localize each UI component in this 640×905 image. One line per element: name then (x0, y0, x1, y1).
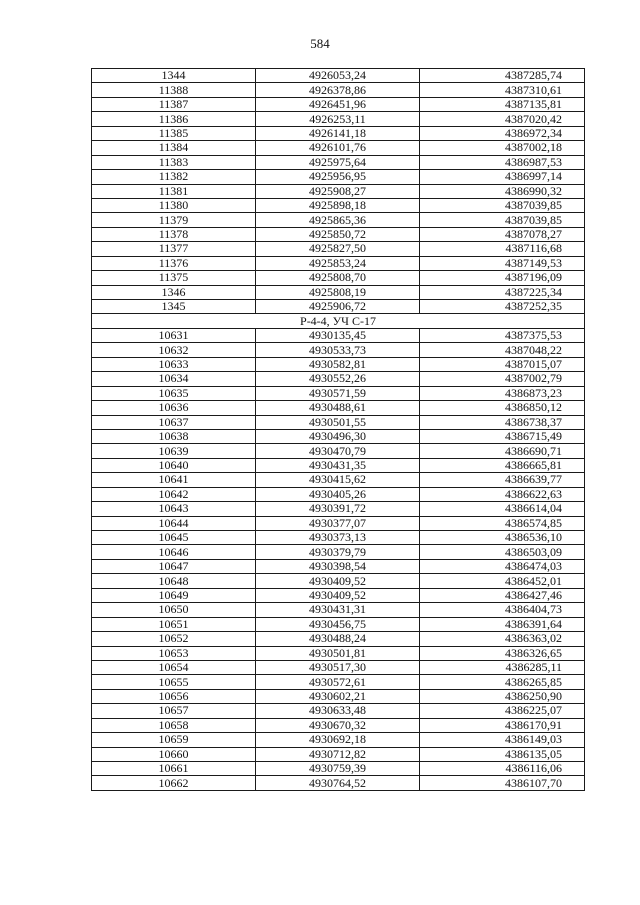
x-coordinate-cell: 4930501,55 (256, 415, 420, 429)
x-coordinate-cell: 4925908,27 (256, 184, 420, 198)
x-coordinate-cell: 4926451,96 (256, 97, 420, 111)
x-coordinate-cell: 4926053,24 (256, 69, 420, 83)
table-row (92, 198, 585, 212)
x-coordinate-cell: 4930373,13 (256, 531, 420, 545)
point-number-cell: 10661 (92, 762, 256, 776)
x-coordinate-cell: 4930135,45 (256, 328, 420, 342)
point-number-cell: 11383 (92, 155, 256, 169)
table-row (92, 574, 585, 588)
x-coordinate-cell: 4925956,95 (256, 170, 420, 184)
section-title: Р-4-4, УЧ С-17 (92, 314, 585, 328)
x-coordinate-cell: 4930398,54 (256, 559, 420, 573)
x-coordinate-cell: 4925865,36 (256, 213, 420, 227)
table-row (92, 733, 585, 747)
point-number-cell: 11388 (92, 83, 256, 97)
y-coordinate-cell: 4386107,70 (420, 776, 585, 790)
x-coordinate-cell: 4930409,52 (256, 588, 420, 602)
point-number-cell: 10660 (92, 747, 256, 761)
point-number-cell: 11386 (92, 112, 256, 126)
point-number-cell: 10635 (92, 386, 256, 400)
x-coordinate-cell: 4926101,76 (256, 141, 420, 155)
table-row (92, 343, 585, 357)
point-number-cell: 11380 (92, 198, 256, 212)
point-number-cell: 11382 (92, 170, 256, 184)
x-coordinate-cell: 4930377,07 (256, 516, 420, 530)
point-number-cell: 10644 (92, 516, 256, 530)
point-number-cell: 10636 (92, 401, 256, 415)
table-row (92, 545, 585, 559)
y-coordinate-cell: 4386574,85 (420, 516, 585, 530)
y-coordinate-cell: 4387039,85 (420, 213, 585, 227)
point-number-cell: 1345 (92, 300, 256, 314)
table-row (92, 415, 585, 429)
table-row (92, 603, 585, 617)
y-coordinate-cell: 4386614,04 (420, 502, 585, 516)
table-row (92, 83, 585, 97)
x-coordinate-cell: 4925906,72 (256, 300, 420, 314)
y-coordinate-cell: 4386873,23 (420, 386, 585, 400)
point-number-cell: 1346 (92, 285, 256, 299)
point-number-cell: 11376 (92, 256, 256, 270)
point-number-cell: 10655 (92, 675, 256, 689)
point-number-cell: 10657 (92, 704, 256, 718)
coordinates-group-bottom (92, 328, 585, 790)
x-coordinate-cell: 4925827,50 (256, 242, 420, 256)
x-coordinate-cell: 4930670,32 (256, 718, 420, 732)
point-number-cell: 10658 (92, 718, 256, 732)
x-coordinate-cell: 4930379,79 (256, 545, 420, 559)
y-coordinate-cell: 4386250,90 (420, 689, 585, 703)
y-coordinate-cell: 4386990,32 (420, 184, 585, 198)
y-coordinate-cell: 4387375,53 (420, 328, 585, 342)
y-coordinate-cell: 4386452,01 (420, 574, 585, 588)
y-coordinate-cell: 4387078,27 (420, 227, 585, 241)
y-coordinate-cell: 4386738,37 (420, 415, 585, 429)
x-coordinate-cell: 4930633,48 (256, 704, 420, 718)
point-number-cell: 10642 (92, 487, 256, 501)
point-number-cell: 10659 (92, 733, 256, 747)
table-row (92, 473, 585, 487)
x-coordinate-cell: 4930712,82 (256, 747, 420, 761)
y-coordinate-cell: 4386987,53 (420, 155, 585, 169)
table-row (92, 357, 585, 371)
point-number-cell: 10654 (92, 660, 256, 674)
y-coordinate-cell: 4386622,63 (420, 487, 585, 501)
y-coordinate-cell: 4387196,09 (420, 271, 585, 285)
point-number-cell: 10651 (92, 617, 256, 631)
y-coordinate-cell: 4387116,68 (420, 242, 585, 256)
y-coordinate-cell: 4386665,81 (420, 458, 585, 472)
x-coordinate-cell: 4930470,79 (256, 444, 420, 458)
x-coordinate-cell: 4930764,52 (256, 776, 420, 790)
y-coordinate-cell: 4386225,07 (420, 704, 585, 718)
x-coordinate-cell: 4930405,26 (256, 487, 420, 501)
point-number-cell: 10647 (92, 559, 256, 573)
y-coordinate-cell: 4386850,12 (420, 401, 585, 415)
point-number-cell: 10652 (92, 632, 256, 646)
point-number-cell: 10656 (92, 689, 256, 703)
x-coordinate-cell: 4930552,26 (256, 372, 420, 386)
coordinates-table (91, 68, 585, 791)
y-coordinate-cell: 4386503,09 (420, 545, 585, 559)
table-row (92, 617, 585, 631)
x-coordinate-cell: 4930415,62 (256, 473, 420, 487)
y-coordinate-cell: 4387002,79 (420, 372, 585, 386)
y-coordinate-cell: 4386690,71 (420, 444, 585, 458)
point-number-cell: 1344 (92, 69, 256, 83)
table-row (92, 271, 585, 285)
table-row (92, 401, 585, 415)
x-coordinate-cell: 4930571,59 (256, 386, 420, 400)
point-number-cell: 10640 (92, 458, 256, 472)
x-coordinate-cell: 4925850,72 (256, 227, 420, 241)
y-coordinate-cell: 4386265,85 (420, 675, 585, 689)
point-number-cell: 10662 (92, 776, 256, 790)
point-number-cell: 11379 (92, 213, 256, 227)
point-number-cell: 11385 (92, 126, 256, 140)
point-number-cell: 10646 (92, 545, 256, 559)
x-coordinate-cell: 4930391,72 (256, 502, 420, 516)
point-number-cell: 11378 (92, 227, 256, 241)
y-coordinate-cell: 4386363,02 (420, 632, 585, 646)
point-number-cell: 10649 (92, 588, 256, 602)
point-number-cell: 11381 (92, 184, 256, 198)
page-number: 584 (310, 36, 330, 51)
y-coordinate-cell: 4386391,64 (420, 617, 585, 631)
point-number-cell: 10632 (92, 343, 256, 357)
table-row (92, 97, 585, 111)
table-row (92, 69, 585, 83)
table-row (92, 718, 585, 732)
table-row (92, 646, 585, 660)
table-row (92, 242, 585, 256)
y-coordinate-cell: 4386536,10 (420, 531, 585, 545)
y-coordinate-cell: 4387002,18 (420, 141, 585, 155)
x-coordinate-cell: 4930533,73 (256, 343, 420, 357)
point-number-cell: 10631 (92, 328, 256, 342)
x-coordinate-cell: 4925898,18 (256, 198, 420, 212)
y-coordinate-cell: 4386715,49 (420, 429, 585, 443)
table-row (92, 112, 585, 126)
x-coordinate-cell: 4926141,18 (256, 126, 420, 140)
y-coordinate-cell: 4386116,06 (420, 762, 585, 776)
y-coordinate-cell: 4386997,14 (420, 170, 585, 184)
point-number-cell: 10645 (92, 531, 256, 545)
x-coordinate-cell: 4930517,30 (256, 660, 420, 674)
coordinates-group-top (92, 69, 585, 314)
point-number-cell: 10637 (92, 415, 256, 429)
table-row (92, 141, 585, 155)
table-row (92, 170, 585, 184)
y-coordinate-cell: 4387252,35 (420, 300, 585, 314)
table-row (92, 776, 585, 790)
table-row (92, 126, 585, 140)
table-row (92, 300, 585, 314)
x-coordinate-cell: 4930582,81 (256, 357, 420, 371)
point-number-cell: 10648 (92, 574, 256, 588)
y-coordinate-cell: 4387039,85 (420, 198, 585, 212)
table-row (92, 227, 585, 241)
table-row (92, 689, 585, 703)
point-number-cell: 11387 (92, 97, 256, 111)
table-row (92, 675, 585, 689)
y-coordinate-cell: 4387020,42 (420, 112, 585, 126)
table-row (92, 516, 585, 530)
y-coordinate-cell: 4387135,81 (420, 97, 585, 111)
y-coordinate-cell: 4386326,65 (420, 646, 585, 660)
x-coordinate-cell: 4930759,39 (256, 762, 420, 776)
table-row (92, 386, 585, 400)
x-coordinate-cell: 4930496,30 (256, 429, 420, 443)
table-row (92, 531, 585, 545)
point-number-cell: 11375 (92, 271, 256, 285)
point-number-cell: 11377 (92, 242, 256, 256)
x-coordinate-cell: 4930501,81 (256, 646, 420, 660)
x-coordinate-cell: 4930431,31 (256, 603, 420, 617)
y-coordinate-cell: 4386427,46 (420, 588, 585, 602)
y-coordinate-cell: 4386149,03 (420, 733, 585, 747)
section-header-group (92, 314, 585, 328)
table-row (92, 704, 585, 718)
y-coordinate-cell: 4386972,34 (420, 126, 585, 140)
point-number-cell: 10653 (92, 646, 256, 660)
table-row (92, 559, 585, 573)
table-row (92, 372, 585, 386)
y-coordinate-cell: 4386285,11 (420, 660, 585, 674)
table-row (92, 747, 585, 761)
table-row (92, 184, 585, 198)
x-coordinate-cell: 4926378,86 (256, 83, 420, 97)
y-coordinate-cell: 4386474,03 (420, 559, 585, 573)
x-coordinate-cell: 4925808,19 (256, 285, 420, 299)
y-coordinate-cell: 4387149,53 (420, 256, 585, 270)
y-coordinate-cell: 4387225,34 (420, 285, 585, 299)
x-coordinate-cell: 4930692,18 (256, 733, 420, 747)
y-coordinate-cell: 4387285,74 (420, 69, 585, 83)
point-number-cell: 11384 (92, 141, 256, 155)
x-coordinate-cell: 4930488,24 (256, 632, 420, 646)
x-coordinate-cell: 4930409,52 (256, 574, 420, 588)
x-coordinate-cell: 4930431,35 (256, 458, 420, 472)
point-number-cell: 10641 (92, 473, 256, 487)
table-row (92, 155, 585, 169)
y-coordinate-cell: 4386404,73 (420, 603, 585, 617)
y-coordinate-cell: 4387310,61 (420, 83, 585, 97)
table-row (92, 458, 585, 472)
section-header-row (92, 314, 585, 328)
y-coordinate-cell: 4386639,77 (420, 473, 585, 487)
x-coordinate-cell: 4930488,61 (256, 401, 420, 415)
table-row (92, 328, 585, 342)
point-number-cell: 10650 (92, 603, 256, 617)
table-row (92, 660, 585, 674)
x-coordinate-cell: 4926253,11 (256, 112, 420, 126)
x-coordinate-cell: 4930572,61 (256, 675, 420, 689)
table-row (92, 588, 585, 602)
y-coordinate-cell: 4387048,22 (420, 343, 585, 357)
point-number-cell: 10638 (92, 429, 256, 443)
table-row (92, 632, 585, 646)
table-row (92, 256, 585, 270)
point-number-cell: 10639 (92, 444, 256, 458)
x-coordinate-cell: 4925975,64 (256, 155, 420, 169)
table-row (92, 502, 585, 516)
x-coordinate-cell: 4930602,21 (256, 689, 420, 703)
table-row (92, 213, 585, 227)
x-coordinate-cell: 4930456,75 (256, 617, 420, 631)
table-row (92, 285, 585, 299)
table-row (92, 762, 585, 776)
y-coordinate-cell: 4386170,91 (420, 718, 585, 732)
table-row (92, 487, 585, 501)
y-coordinate-cell: 4387015,07 (420, 357, 585, 371)
table-row (92, 429, 585, 443)
point-number-cell: 10633 (92, 357, 256, 371)
y-coordinate-cell: 4386135,05 (420, 747, 585, 761)
table-row (92, 444, 585, 458)
point-number-cell: 10643 (92, 502, 256, 516)
x-coordinate-cell: 4925853,24 (256, 256, 420, 270)
point-number-cell: 10634 (92, 372, 256, 386)
x-coordinate-cell: 4925808,70 (256, 271, 420, 285)
